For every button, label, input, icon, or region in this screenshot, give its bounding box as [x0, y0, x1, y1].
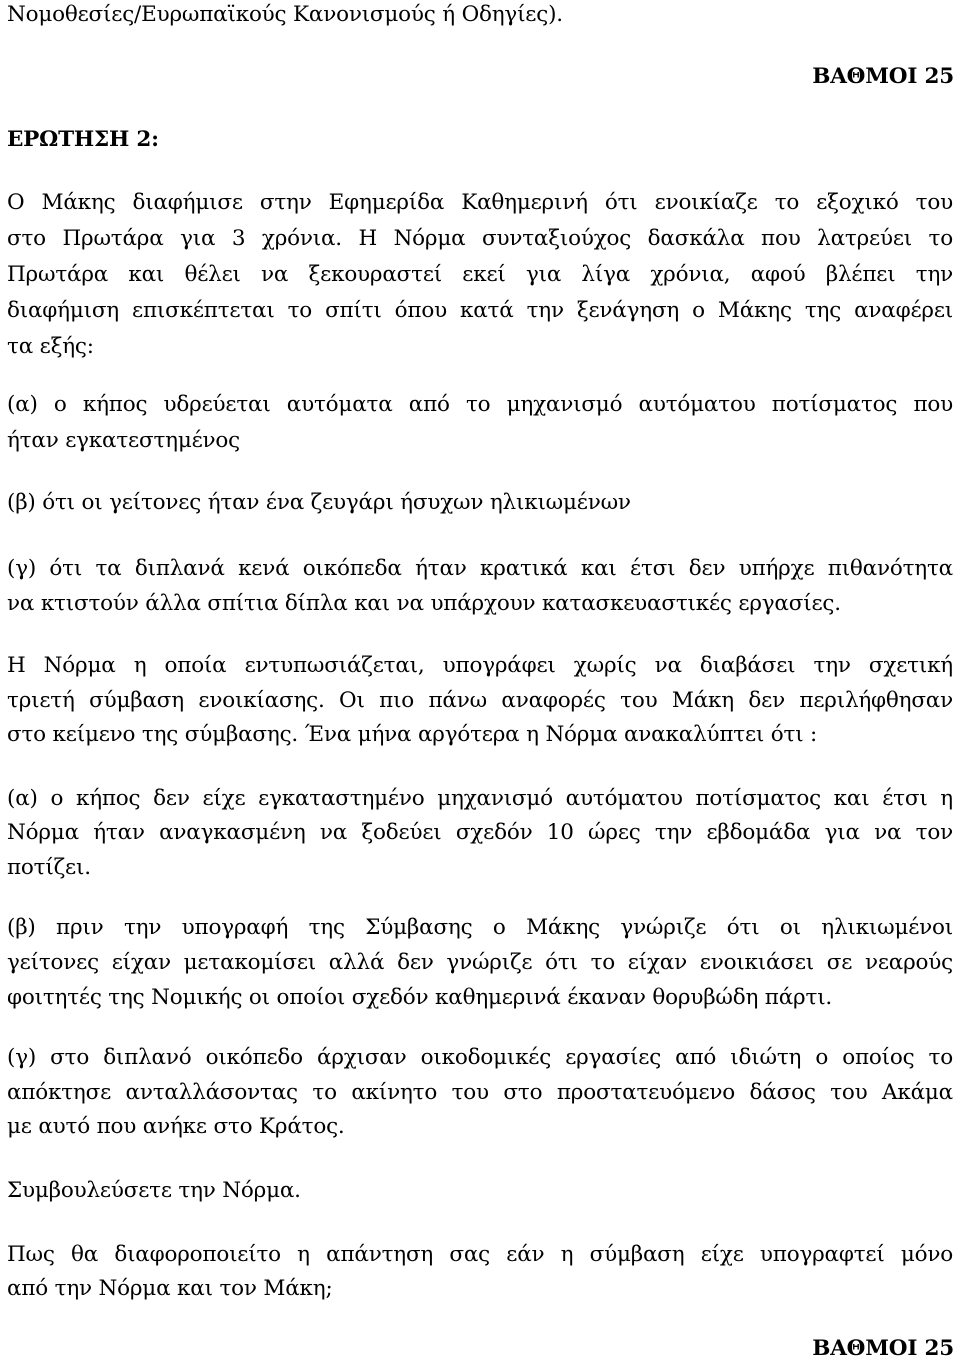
- fact-a-line: (α) ο κήπος δεν είχε εγκαταστημένο μηχανισμό αυτόματου ποτίσματος και έτσι η: [7, 786, 953, 811]
- fact-a-line: Νόρμα ήταν αναγκασμένη να ξοδεύει σχεδόν 10 ώρες την εβδομάδα για να τον: [7, 820, 953, 845]
- claim-a-line: ήταν εγκατεστημένος: [7, 428, 240, 453]
- grade-label-bottom: ΒΑΘΜΟΙ 25: [812, 1336, 954, 1361]
- fact-c-line: (γ) στο διπλανό οικόπεδο άρχισαν οικοδομικές εργασίες από ιδιώτη ο οποίος το: [7, 1045, 953, 1070]
- claim-a-line: (α) ο κήπος υδρεύεται αυτόματα από το μηχανισμό αυτόματου ποτίσματος που: [7, 392, 953, 417]
- contract-line: τριετή σύμβαση ενοικίασης. Οι πιο πάνω αναφορές του Μάκη δεν περιλήφθησαν: [7, 688, 953, 713]
- previous-section-tail: Νομοθεσίες/Ευρωπαϊκούς Κανονισμούς ή Οδηγίες).: [7, 2, 563, 27]
- intro-line: στο Πρωτάρα για 3 χρόνια. Η Νόρμα συνταξιούχος δασκάλα που λατρεύει το: [7, 226, 953, 251]
- intro-line: Πρωτάρα και θέλει να ξεκουραστεί εκεί για λίγα χρόνια, αφού βλέπει την: [7, 262, 953, 287]
- grade-label-top: ΒΑΘΜΟΙ 25: [812, 64, 954, 89]
- question-title: ΕΡΩΤΗΣΗ 2:: [7, 127, 159, 152]
- fact-b-line: (β) πριν την υπογραφή της Σύμβασης ο Μάκης γνώριζε ότι οι ηλικιωμένοι: [7, 915, 953, 940]
- advise-line: Συμβουλεύσετε την Νόρμα.: [7, 1178, 301, 1203]
- final-question-line: Πως θα διαφοροποιείτο η απάντηση σας εάν η σύμβαση είχε υπογραφτεί μόνο: [7, 1242, 953, 1267]
- intro-line: διαφήμιση επισκέπτεται το σπίτι όπου κατά την ξενάγηση ο Μάκης της αναφέρει: [7, 298, 953, 323]
- claim-c-line: να κτιστούν άλλα σπίτια δίπλα και να υπάρχουν κατασκευαστικές εργασίες.: [7, 591, 841, 616]
- intro-line: τα εξής:: [7, 334, 94, 359]
- contract-line: στο κείμενο της σύμβασης. Ένα μήνα αργότερα η Νόρμα ανακαλύπτει ότι :: [7, 722, 818, 747]
- fact-a-line: ποτίζει.: [7, 855, 91, 880]
- fact-c-line: απόκτησε ανταλλάσοντας το ακίνητο του στο προστατευόμενο δάσος του Ακάμα: [7, 1080, 953, 1105]
- contract-line: Η Νόρμα η οποία εντυπωσιάζεται, υπογράφει χωρίς να διαβάσει την σχετική: [7, 653, 953, 678]
- fact-b-line: φοιτητές της Νομικής οι οποίοι σχεδόν καθημερινά έκαναν θορυβώδη πάρτι.: [7, 985, 833, 1010]
- final-question-line: από την Νόρμα και τον Μάκη;: [7, 1276, 333, 1301]
- fact-b-line: γείτονες είχαν μετακομίσει αλλά δεν γνώριζε ότι το είχαν ενοικιάσει σε νεαρούς: [7, 950, 953, 975]
- fact-c-line: με αυτό που ανήκε στο Κράτος.: [7, 1114, 345, 1139]
- intro-line: Ο Μάκης διαφήμισε στην Εφημερίδα Καθημερινή ότι ενοικίαζε το εξοχικό του: [7, 190, 953, 215]
- claim-b-line: (β) ότι οι γείτονες ήταν ένα ζευγάρι ήσυχων ηλικιωμένων: [7, 490, 631, 515]
- claim-c-line: (γ) ότι τα διπλανά κενά οικόπεδα ήταν κρατικά και έτσι δεν υπήρχε πιθανότητα: [7, 556, 953, 581]
